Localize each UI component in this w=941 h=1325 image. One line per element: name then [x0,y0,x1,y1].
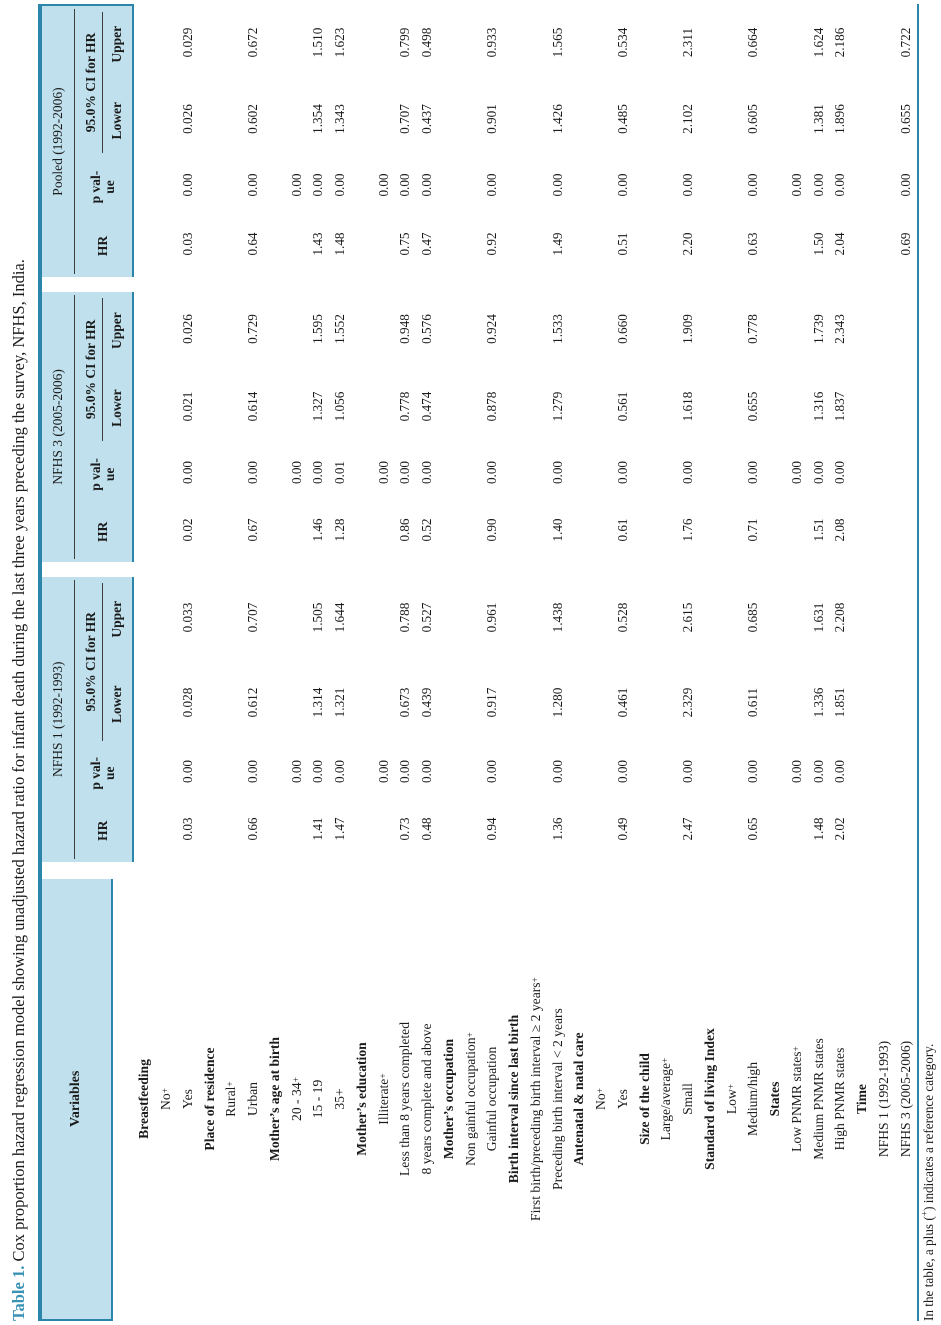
data-cell: 0.00 [549,460,565,485]
variable-label: Antenatal & natal care [571,1032,587,1166]
category-row [764,4,786,1321]
data-cell: 2.329 [680,687,696,718]
data-cell: 1.46 [310,518,326,542]
data-cell: 1.381 [810,104,826,134]
data-cell: 1.438 [549,602,565,633]
data-cell: 0.605 [745,104,761,134]
data-cell: 0.660 [614,314,630,344]
data-cell: 0.527 [419,602,435,633]
table-row [373,4,395,1321]
data-cell: 0.00 [680,759,696,784]
data-cell: 0.00 [549,759,565,784]
data-cell: 2.20 [680,232,696,256]
data-cell: 0.00 [397,173,413,197]
header-gap [42,277,134,292]
data-cell: 0.917 [484,687,500,718]
data-cell: 1.48 [332,232,348,256]
data-cell: 0.00 [332,173,348,197]
data-cell: 0.03 [179,232,195,256]
data-cell: 0.00 [245,460,261,485]
column-group-ci [75,6,132,159]
column-group-ci [75,577,132,747]
variable-label: Size of the child [636,1053,652,1145]
column-header-lower: Lower [109,102,124,140]
column-group-ci [75,292,132,447]
data-cell: 0.03 [179,817,195,841]
data-cell: 0.67 [245,518,261,542]
category-row [634,4,656,1321]
data-cell: 1.49 [549,232,565,256]
data-cell: 0.00 [745,759,761,784]
variable-label: States [767,1081,783,1117]
column-header-ci: 95.0% CI for HR [75,12,103,153]
variables-header-label: Variables [68,1070,83,1127]
column-header-hr: HR [95,820,110,841]
data-cell: 0.00 [614,173,630,197]
data-cell: 1.056 [332,391,348,422]
data-cell: 1.510 [310,27,326,58]
table-row [547,4,569,1321]
data-cell: 0.48 [419,817,435,841]
data-cell: 0.00 [680,173,696,197]
data-cell: 0.602 [245,104,261,134]
data-cell: 0.576 [419,314,435,344]
data-cell: 2.47 [680,817,696,841]
data-cell: 1.624 [810,27,826,58]
table-row [612,4,634,1321]
column-header-ci: 95.0% CI for HR [75,583,103,741]
data-cell: 1.28 [332,518,348,542]
data-cell: 0.655 [745,391,761,422]
variable-label: First birth/preceding birth interval ≥ 2 years + [527,977,543,1221]
data-cell: 0.778 [745,314,761,344]
data-cell: 0.00 [288,759,304,784]
data-cell: 0.00 [484,173,500,197]
data-cell: 0.561 [614,391,630,422]
data-cell: 0.924 [484,314,500,344]
data-cell: 1.426 [549,104,565,134]
data-cell: 0.00 [419,173,435,197]
table-row [242,4,264,1321]
data-cell: 1.505 [310,602,326,633]
column-header-pvalue: p val- ue [88,756,117,790]
table-row [308,4,330,1321]
column-header-lower: Lower [109,389,124,427]
data-cell: 0.52 [419,518,435,542]
data-cell: 0.00 [179,759,195,784]
variable-label: Gainful occupation [484,1046,500,1152]
category-row [134,4,156,1321]
table-row [808,4,830,1321]
data-cell: 1.327 [310,391,326,422]
data-cell: 0.00 [788,460,804,485]
column-header-pvalue: p val- ue [88,170,117,204]
data-cell: 0.664 [745,27,761,58]
table-row [677,4,699,1321]
data-cell: 0.655 [897,104,913,134]
category-row [351,4,373,1321]
column-group-nfhs3 [42,292,134,562]
data-cell: 2.311 [680,27,696,58]
data-cell: 0.65 [745,817,761,841]
variable-label: Non gainful occupation + [462,1032,478,1166]
column-header-lower: Lower [109,685,124,723]
data-cell: 0.00 [419,460,435,485]
data-cell: 0.00 [288,460,304,485]
survey-name-pooled: Pooled (1992-2006) [42,9,75,274]
table-row [721,4,743,1321]
data-cell: 0.92 [484,232,500,256]
data-cell: 0.026 [179,104,195,134]
column-header-upper: Upper [109,25,124,63]
data-cell: 0.021 [179,391,195,422]
data-cell: 0.498 [419,27,435,58]
table-row [656,4,678,1321]
survey-name-nfhs1: NFHS 1 (1992-1993) [42,580,75,859]
variable-label: Urban [245,1082,261,1116]
data-cell: 0.00 [245,173,261,197]
variable-label: Small [680,1083,696,1115]
data-cell: 0.00 [680,460,696,485]
data-cell: 0.00 [549,173,565,197]
data-cell: 0.474 [419,391,435,422]
column-header-upper: Upper [109,600,124,638]
variable-label: Mother’s occupation [440,1038,456,1160]
category-row [199,4,221,1321]
data-cell: 1.623 [332,27,348,58]
data-cell: 1.280 [549,687,565,718]
variable-label: 15 - 19 [310,1079,326,1119]
data-cell: 2.343 [832,314,848,344]
data-cell: 0.707 [397,104,413,134]
data-cell: 0.614 [245,391,261,422]
variable-label: Place of residence [201,1047,217,1151]
data-cell: 1.565 [549,27,565,58]
data-cell: 1.631 [810,602,826,633]
variable-label: 20 - 34 + [288,1077,304,1121]
data-cell: 0.026 [179,314,195,344]
table-row [221,4,243,1321]
data-cell: 0.612 [245,687,261,718]
data-cell: 1.851 [832,687,848,718]
variable-label: Low + [723,1083,739,1115]
column-header-upper: Upper [109,312,124,349]
data-cell: 0.00 [897,173,913,197]
column-header-ci: 95.0% CI for HR [75,298,103,441]
variable-label: No + [158,1088,174,1110]
data-cell: 2.208 [832,602,848,633]
variable-label: Medium/high [745,1062,761,1137]
data-cell: 1.41 [310,817,326,841]
data-cell: 0.00 [397,460,413,485]
data-cell: 1.314 [310,687,326,718]
data-cell: 0.00 [614,460,630,485]
table-caption-number: Table 1. [9,1265,28,1321]
data-cell: 0.00 [179,173,195,197]
data-cell: 0.707 [245,602,261,633]
column-header-variables [42,879,113,1321]
data-cell: 0.63 [745,232,761,256]
data-cell: 2.08 [832,518,848,542]
data-cell: 1.76 [680,518,696,542]
data-cell: 1.43 [310,232,326,256]
data-cell: 0.01 [332,460,348,485]
data-cell: 0.71 [745,518,761,542]
variable-label: 8 years complete and above [419,1023,435,1175]
table-caption [7,3,31,1321]
header-gap [42,562,134,577]
data-cell: 1.837 [832,391,848,422]
data-cell: 0.47 [419,232,435,256]
data-cell: 1.336 [810,687,826,718]
data-cell: 0.00 [832,759,848,784]
data-cell: 0.778 [397,391,413,422]
data-cell: 1.552 [332,314,348,344]
data-cell: 2.102 [680,104,696,134]
data-cell: 0.534 [614,27,630,58]
data-cell: 1.48 [810,817,826,841]
data-cell: 0.028 [179,687,195,718]
header-gap [42,862,134,879]
category-row [569,4,591,1321]
category-row [503,4,525,1321]
data-cell: 1.51 [810,518,826,542]
category-row [699,4,721,1321]
table-caption-text: Cox proportion hazard regression model showing unadjusted hazard ratio for infant death during the last three years preceding the survey, NFHS, India. [9,259,28,1266]
variable-label: Less than 8 years completed [397,1022,413,1177]
data-cell: 1.354 [310,104,326,134]
table-row [460,4,482,1321]
data-cell: 1.618 [680,391,696,422]
data-cell: 2.186 [832,27,848,58]
table-header [42,4,134,1321]
data-cell: 0.00 [614,759,630,784]
data-cell: 0.485 [614,104,630,134]
data-cell: 1.321 [332,687,348,718]
variable-label: Large/average + [658,1057,674,1141]
data-cell: 1.316 [810,391,826,422]
table-body [134,4,917,1321]
table-row [873,4,895,1321]
column-header-hr: HR [95,235,110,257]
data-cell: 0.528 [614,602,630,633]
variable-label: No + [593,1088,609,1110]
data-cell: 0.00 [375,460,391,485]
variable-label: Birth interval since last birth [506,1014,522,1184]
variable-label: Low PNMR states + [788,1046,804,1152]
data-cell: 0.948 [397,314,413,344]
table-row [416,4,438,1321]
data-cell: 0.00 [310,759,326,784]
data-cell: 0.729 [245,314,261,344]
data-cell: 0.00 [832,460,848,485]
data-cell: 1.343 [332,104,348,134]
data-cell: 0.933 [484,27,500,58]
table-row [525,4,547,1321]
data-cell: 1.896 [832,104,848,134]
data-cell: 0.799 [397,27,413,58]
variable-label: NFHS 3 (2005-2006) [897,1040,913,1158]
data-cell: 0.00 [745,460,761,485]
data-cell: 0.00 [310,173,326,197]
data-cell: 0.00 [810,460,826,485]
data-cell: 0.00 [375,173,391,197]
survey-name-nfhs3: NFHS 3 (2005-2006) [42,295,75,559]
table-row [177,4,199,1321]
data-cell: 1.50 [810,232,826,256]
table-footnote: In the table, a plus (+) indicates a reference category. [920,1043,936,1321]
column-group-pooled [42,4,134,277]
data-cell: 0.00 [484,460,500,485]
table-row [395,4,417,1321]
data-cell: 1.47 [332,817,348,841]
data-cell: 0.00 [332,759,348,784]
table-row [329,4,351,1321]
data-cell: 0.685 [745,602,761,633]
data-cell: 0.033 [179,602,195,633]
data-cell: 0.00 [245,759,261,784]
category-row [851,4,873,1321]
data-cell: 0.51 [614,232,630,256]
data-cell: 0.00 [179,460,195,485]
table-row [155,4,177,1321]
variable-label: Yes [179,1089,195,1109]
column-header-pvalue: p val- ue [88,458,117,491]
data-cell: 0.00 [288,173,304,197]
data-cell: 1.36 [549,817,565,841]
data-cell: 1.909 [680,314,696,344]
variable-label: Mother’s age at birth [266,1037,282,1161]
data-cell: 0.49 [614,817,630,841]
data-cell: 0.69 [897,232,913,256]
data-cell: 0.961 [484,602,500,633]
variable-label: Illiterate + [375,1073,391,1125]
variable-label: 35+ [332,1088,348,1110]
data-cell: 1.40 [549,518,565,542]
data-cell: 0.00 [788,173,804,197]
data-cell: 0.02 [179,518,195,542]
data-cell: 0.901 [484,104,500,134]
variable-label: NFHS 1 (1992-1993) [875,1040,891,1158]
data-cell: 0.611 [745,687,761,718]
column-header-hr: HR [95,521,110,542]
data-cell: 0.64 [245,232,261,256]
variable-label: Yes [614,1089,630,1109]
variable-label: Medium PNMR states [810,1038,826,1160]
data-cell: 1.533 [549,314,565,344]
data-cell: 0.00 [484,759,500,784]
variable-label: Preceding birth interval < 2 years [549,1008,565,1190]
data-cell: 0.722 [897,27,913,58]
data-cell: 1.595 [310,314,326,344]
data-cell: 0.788 [397,602,413,633]
data-cell: 0.00 [745,173,761,197]
data-cell: 0.672 [245,27,261,58]
data-cell: 1.739 [810,314,826,344]
data-cell: 0.029 [179,27,195,58]
data-cell: 0.00 [810,759,826,784]
data-cell: 0.61 [614,518,630,542]
data-cell: 0.00 [832,173,848,197]
variable-label: Rural + [223,1081,239,1117]
data-cell: 0.73 [397,817,413,841]
data-cell: 0.461 [614,687,630,718]
data-cell: 2.615 [680,602,696,633]
table-row [895,4,917,1321]
data-cell: 0.66 [245,817,261,841]
column-group-nfhs1 [42,577,134,862]
data-cell: 0.00 [310,460,326,485]
data-cell: 0.00 [788,759,804,784]
table-row [286,4,308,1321]
data-cell: 0.94 [484,817,500,841]
data-cell: 2.04 [832,232,848,256]
table-row [830,4,852,1321]
table-row [743,4,765,1321]
data-cell: 0.00 [375,759,391,784]
data-cell: 0.437 [419,104,435,134]
variable-label: Time [854,1084,870,1114]
category-row [438,4,460,1321]
table-bottom-rule [917,4,920,1321]
table-row [786,4,808,1321]
table-row [590,4,612,1321]
reference-marker: + [920,1210,931,1217]
data-cell: 0.878 [484,391,500,422]
data-cell: 0.90 [484,518,500,542]
data-cell: 0.00 [397,759,413,784]
variable-label: High PNMR states [832,1047,848,1151]
data-cell: 2.02 [832,817,848,841]
data-cell: 0.75 [397,232,413,256]
category-row [264,4,286,1321]
data-cell: 1.279 [549,391,565,422]
data-cell: 1.644 [332,602,348,633]
data-cell: 0.86 [397,518,413,542]
variable-label: Standard of living Index [701,1028,717,1170]
data-cell: 0.00 [810,173,826,197]
table-row [482,4,504,1321]
data-cell: 0.673 [397,687,413,718]
variable-label: Breastfeeding [136,1059,152,1139]
variable-label: Mother’s education [353,1042,369,1156]
data-cell: 0.439 [419,687,435,718]
data-cell: 0.00 [419,759,435,784]
